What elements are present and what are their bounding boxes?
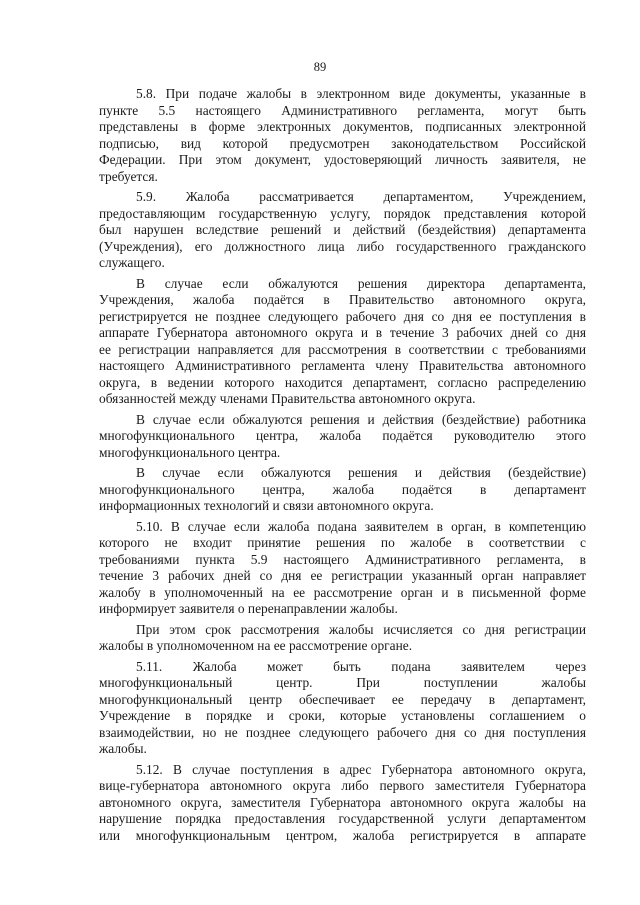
text-line: многофункционального центра. <box>99 444 281 460</box>
text-line: требованиями пункта 5.9 настоящего Административного регламента, в <box>99 551 586 567</box>
text-line: нарушение порядка предоставления государственной услуги департаментом <box>99 811 586 826</box>
paragraph <box>99 465 586 515</box>
text-line: служащего. <box>99 255 165 270</box>
paragraph <box>99 276 586 408</box>
paragraph <box>99 659 586 758</box>
paragraph <box>99 189 586 272</box>
text-line: был нарушен вследствие решений и действий (бездействия) департамента <box>99 222 586 237</box>
text-line: которого не входит принятие решения по жалобе в соответствии с <box>99 535 586 550</box>
paragraph <box>99 86 586 185</box>
text-line: ее регистрации направляется для рассмотрения в соответствии с требованиями <box>99 341 586 357</box>
paragraph <box>99 762 586 845</box>
text-line: подписью, вид которой предусмотрен законодательством Российской <box>99 135 586 151</box>
text-line: 5.9. Жалоба рассматривается департаментом, Учреждением, <box>136 189 586 204</box>
text-line: или многофункциональным центром, жалоба регистрируется в аппарате <box>99 827 586 843</box>
text-line: настоящего Административного регламента члену Правительства автономного <box>99 358 586 373</box>
text-line: жалобы. <box>99 741 147 756</box>
text-line: 5.11. Жалоба может быть подана заявителем через <box>136 658 586 674</box>
text-line: округа, в ведении которого находится департамент, согласно распределению <box>99 374 586 390</box>
text-line: многофункциональный центр. При поступлении жалобы <box>99 675 586 690</box>
text-line: В случае если обжалуются решения и действия (бездействие) работника <box>136 411 586 427</box>
text-line: 5.10. В случае если жалоба подана заявителем в орган, в компетенцию <box>136 518 586 534</box>
text-line: В случае если обжалуются решения директора департамента, <box>136 275 586 291</box>
paragraph <box>99 519 586 618</box>
text-line: информационных технологий и связи автономного округа. <box>99 498 434 513</box>
text-line: многофункционального центра, жалоба подаётся руководителю этого <box>99 428 586 443</box>
text-line: (Учреждения), его должностного лица либо государственного гражданского <box>99 238 586 254</box>
text-line: вице-губернатора автономного округа либо первого заместителя Губернатора <box>99 778 586 793</box>
text-line: жалобы в уполномоченном на ее рассмотрение органе. <box>99 638 413 653</box>
text-line: 5.12. В случае поступления в адрес Губернатора автономного округа, <box>136 761 586 777</box>
text-line: аппарате Губернатора автономного округа и в течение 3 рабочих дней со дня <box>99 325 586 340</box>
text-line: требуется. <box>99 168 158 184</box>
text-line: Учреждения, жалоба подаётся в Правительство автономного округа, <box>99 292 586 307</box>
document-body <box>99 86 586 844</box>
text-line: жалобу в уполномоченный на ее рассмотрение орган и в письменной форме <box>99 584 586 600</box>
text-line: При этом срок рассмотрения жалобы исчисляется со дня регистрации <box>136 621 586 637</box>
text-line: информирует заявителя о перенаправлении жалобы. <box>99 601 398 616</box>
text-line: Федерации. При этом документ, удостоверяющий личность заявителя, не <box>99 152 586 167</box>
text-line: автономного округа, заместителя Губернатора автономного округа жалобы на <box>99 794 586 810</box>
text-line: многофункциональный центр обеспечивает ее передачу в департамент, <box>99 691 586 707</box>
page-number: 89 <box>313 60 327 74</box>
paragraph <box>99 622 586 655</box>
text-line: регистрируется не позднее следующего рабочего дня со дня ее поступления в <box>99 308 586 324</box>
text-line: 5.8. При подаче жалобы в электронном виде документы, указанные в <box>136 86 586 101</box>
text-line: предоставляющим государственную услугу, порядок представления которой <box>99 205 586 221</box>
text-line: представлены в форме электронных документов, подписанных электронной <box>99 119 586 134</box>
text-line: взаимодействии, но не позднее следующего рабочего дня со дня поступления <box>99 724 586 740</box>
text-line: В случае если обжалуются решения и действия (бездействие) <box>136 465 586 480</box>
text-line: пункте 5.5 настоящего Административного регламента, могут быть <box>99 102 586 118</box>
text-line: обязанностей между членами Правительства автономного округа. <box>99 391 476 406</box>
text-line: течение 3 рабочих дней со дня ее регистрации указанный орган направляет <box>99 568 586 583</box>
paragraph <box>99 412 586 462</box>
text-line: многофункционального центра, жалоба подаётся в департамент <box>99 481 586 497</box>
text-line: Учреждение в порядке и сроки, которые установлены соглашением о <box>99 708 586 723</box>
